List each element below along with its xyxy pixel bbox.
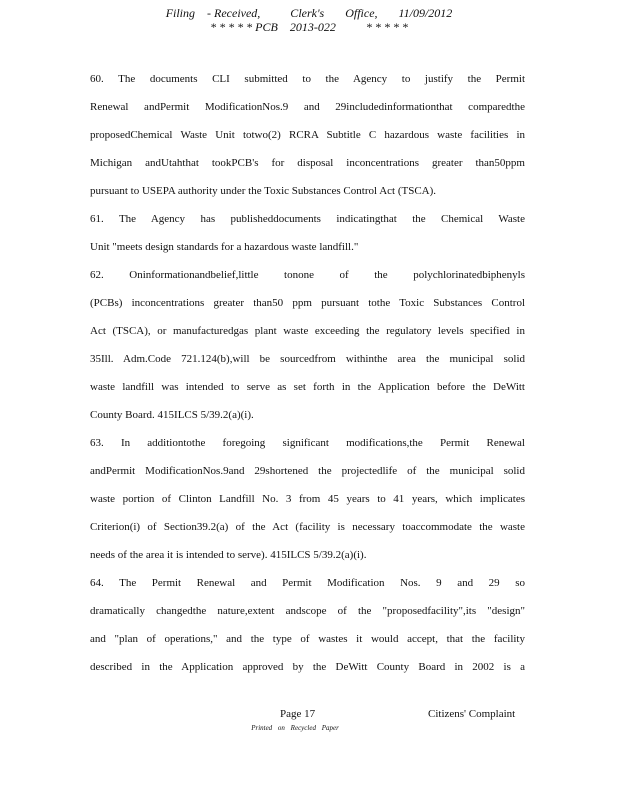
text-line: County Board. 415ILCS 5/39.2(a)(i). <box>90 409 254 421</box>
text-line: andPermit ModificationNos.9and 29shortened the projectedlife of the municipal solid <box>90 465 525 477</box>
text-line: and "plan of operations," and the type of wastes it would accept, that the facility <box>90 633 525 645</box>
text-line: proposedChemical Waste Unit totwo(2) RCRA Subtitle C hazardous waste facilities in <box>90 129 525 141</box>
text-line: waste portion of Clinton Landfill No. 3 from 45 years to 41 years, which implicates <box>90 493 525 505</box>
text-line: 61. The Agency has publisheddocuments indicatingthat the Chemical Waste <box>90 213 525 225</box>
text-line: 62. Oninformationandbelief,little tonone of the polychlorinatedbiphenyls <box>90 269 525 281</box>
text-line: pursuant to USEPA authority under the Toxic Substances Control Act (TSCA). <box>90 185 437 197</box>
filing-stamp: Filing - Received, Clerk's Office, 11/09/2012 <box>165 6 453 20</box>
text-line: 64. The Permit Renewal and Permit Modification Nos. 9 and 29 so <box>90 577 525 589</box>
text-line: dramatically changedthe nature,extent andscope of the "proposedfacility",its "design" <box>90 605 525 617</box>
text-line: 60. The documents CLI submitted to the Agency to justify the Permit <box>90 73 525 85</box>
text-line: 35Ill. Adm.Code 721.124(b),will be sourcedfrom withinthe area the municipal solid <box>90 353 525 365</box>
text-line: Michigan andUtahthat tookPCB's for disposal inconcentrations greater than50ppm <box>90 157 525 169</box>
text-line: 63. In additiontothe foregoing significant modifications,the Permit Renewal <box>90 437 525 449</box>
page-number: Page 17 <box>280 708 316 720</box>
complaint-body <box>90 72 525 688</box>
text-line: Criterion(i) of Section39.2(a) of the Act (facility is necessary toaccommodate the waste <box>90 521 525 533</box>
text-line: Act (TSCA), or manufacturedgas plant waste exceeding the regulatory levels specified in <box>90 325 525 337</box>
pcb-stamp: * * * * * PCB 2013-022 * * * * * <box>210 20 408 34</box>
printed-on-recycled-note: Printed on Recycled Paper <box>251 724 339 732</box>
document-title: Citizens' Complaint <box>428 708 516 720</box>
text-line: Renewal andPermit ModificationNos.9 and 29includedinformationthat comparedthe <box>90 101 525 113</box>
text-line: waste landfill was intended to serve as set forth in the Application before the DeWitt <box>90 381 525 393</box>
text-line: needs of the area it is intended to serve). 415ILCS 5/39.2(a)(i). <box>90 549 367 561</box>
text-line: described in the Application approved by the DeWitt County Board in 2002 is a <box>90 661 525 673</box>
text-line: (PCBs) inconcentrations greater than50 ppm pursuant tothe Toxic Substances Control <box>90 297 525 309</box>
text-line: Unit "meets design standards for a hazardous waste landfill." <box>90 241 359 253</box>
